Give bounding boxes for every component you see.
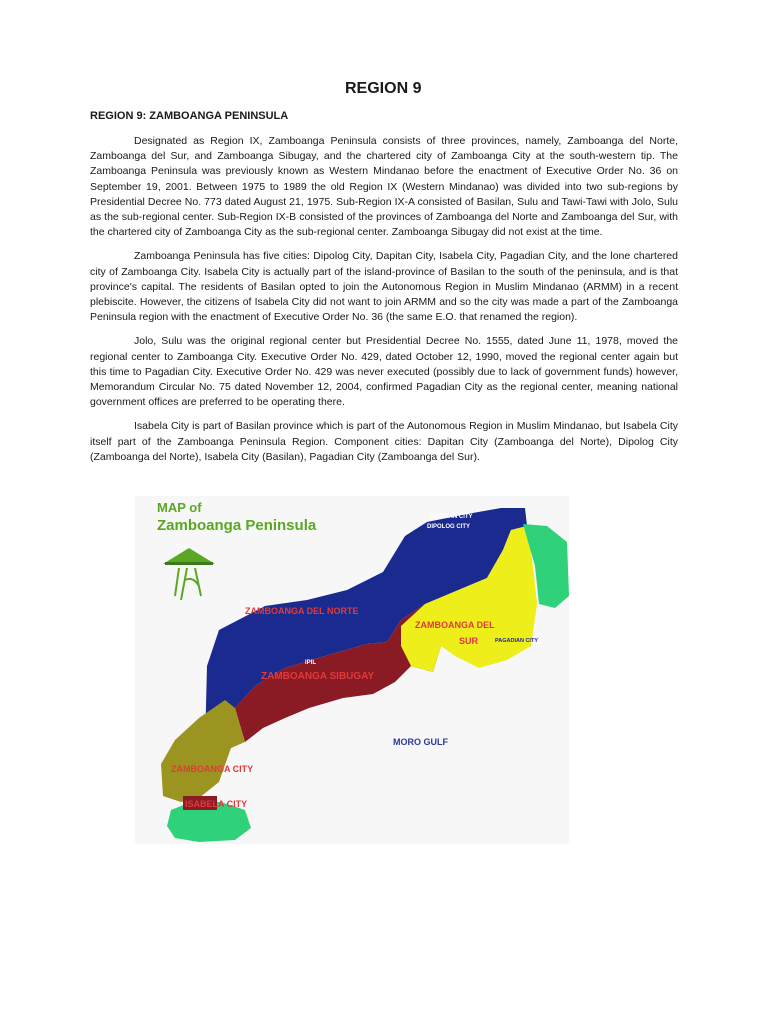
label-dipolog-city: DIPOLOG CITY [427, 524, 471, 530]
map-title-line2: Zamboanga Peninsula [157, 517, 317, 534]
paragraph-3: Jolo, Sulu was the original regional center but Presidential Decree No. 1555, dated June 11, 1978, moved the regional center to Zamboanga City. Executive Order No. 429, dated October 12, 1990, moved the regional center again but this time to Pagadian City. Executive Order No. 429 was never executed (possibly due to lack of government funds) however, Memorandum Circular No. 75 dated November 12, 2004, confirmed Pagadian City as the regional center, meaning national government offices are preferred to be operating there. [90, 335, 678, 409]
label-dapitan-city: DAPITAN CITY [431, 514, 473, 520]
paragraph-2: Zamboanga Peninsula has five cities: Dipolog City, Dapitan City, Isabela City, Pagadian City, and the lone chartered city of Zamboanga City. Isabela City is actually part of the island-province of Basilan to the south of the peninsula, and is that province's capital. The residents of Basilan opted to join the Autonomous Region in Muslim Mindanao (ARMM) in a recent plebiscite. However, the citizens of Isabela City did not want to join ARMM and so the city was made a part of the Zamboanga Peninsula region with the enactment of Executive Order No. 36 (the same E.O. that renamed the region). [90, 250, 678, 324]
label-pagadian-city: PAGADIAN CITY [495, 638, 538, 644]
label-zamboanga-city: ZAMBOANGA CITY [171, 764, 254, 774]
zamboanga-peninsula-map [135, 496, 569, 844]
paragraph-4: Isabela City is part of Basilan province which is part of the Autonomous Region in Muslim Mindanao, but Isabela City itself part of the Zamboanga Peninsula Region. Component cities: Dapitan City (Zamboanga del Norte), Dipolog City (Zamboanga del Norte), Isabela City (Basilan), Pagadian City (Zamboanga del Sur). [90, 420, 678, 463]
paragraph-1: Designated as Region IX, Zamboanga Peninsula consists of three provinces, namely, Zamboanga del Norte, Zamboanga del Sur, and Zamboanga Sibugay, and the chartered city of Zamboanga City at the south-western tip. The Zamboanga Peninsula was previously known as Western Mindanao before the enactment of Executive Order No. 36 on September 19, 2001. Between 1975 to 1989 the old Region IX (Western Mindanao) was divided into two sub-regions by Presidential Decree No. 773 dated August 21, 1975. Sub-Region IX-A consisted of Basilan, Sulu and Tawi-Tawi with Jolo, Sulu as the sub-regional center. Sub-Region IX-B consisted of the provinces of Zamboanga del Norte and Zamboanga del Sur, with the chartered city of Zamboanga City as the sub-regional center. Zamboanga Sibugay did not exist at the time. [90, 135, 678, 239]
label-zamboanga-del-sur-2: SUR [459, 636, 479, 646]
map-title-line1: MAP of [157, 500, 202, 515]
label-isabela-city: ISABELA CITY [185, 799, 248, 809]
label-zamboanga-del-norte: ZAMBOANGA DEL NORTE [245, 606, 359, 616]
map-image [135, 496, 569, 844]
label-ipil: IPIL [305, 660, 317, 666]
body-text [90, 134, 678, 474]
label-moro-gulf: MORO GULF [393, 737, 448, 747]
document-title: REGION 9 [345, 80, 422, 97]
label-zamboanga-del-sur-1: ZAMBOANGA DEL [415, 620, 495, 630]
label-zamboanga-sibugay: ZAMBOANGA SIBUGAY [261, 671, 375, 682]
section-heading: REGION 9: ZAMBOANGA PENINSULA [90, 110, 289, 122]
